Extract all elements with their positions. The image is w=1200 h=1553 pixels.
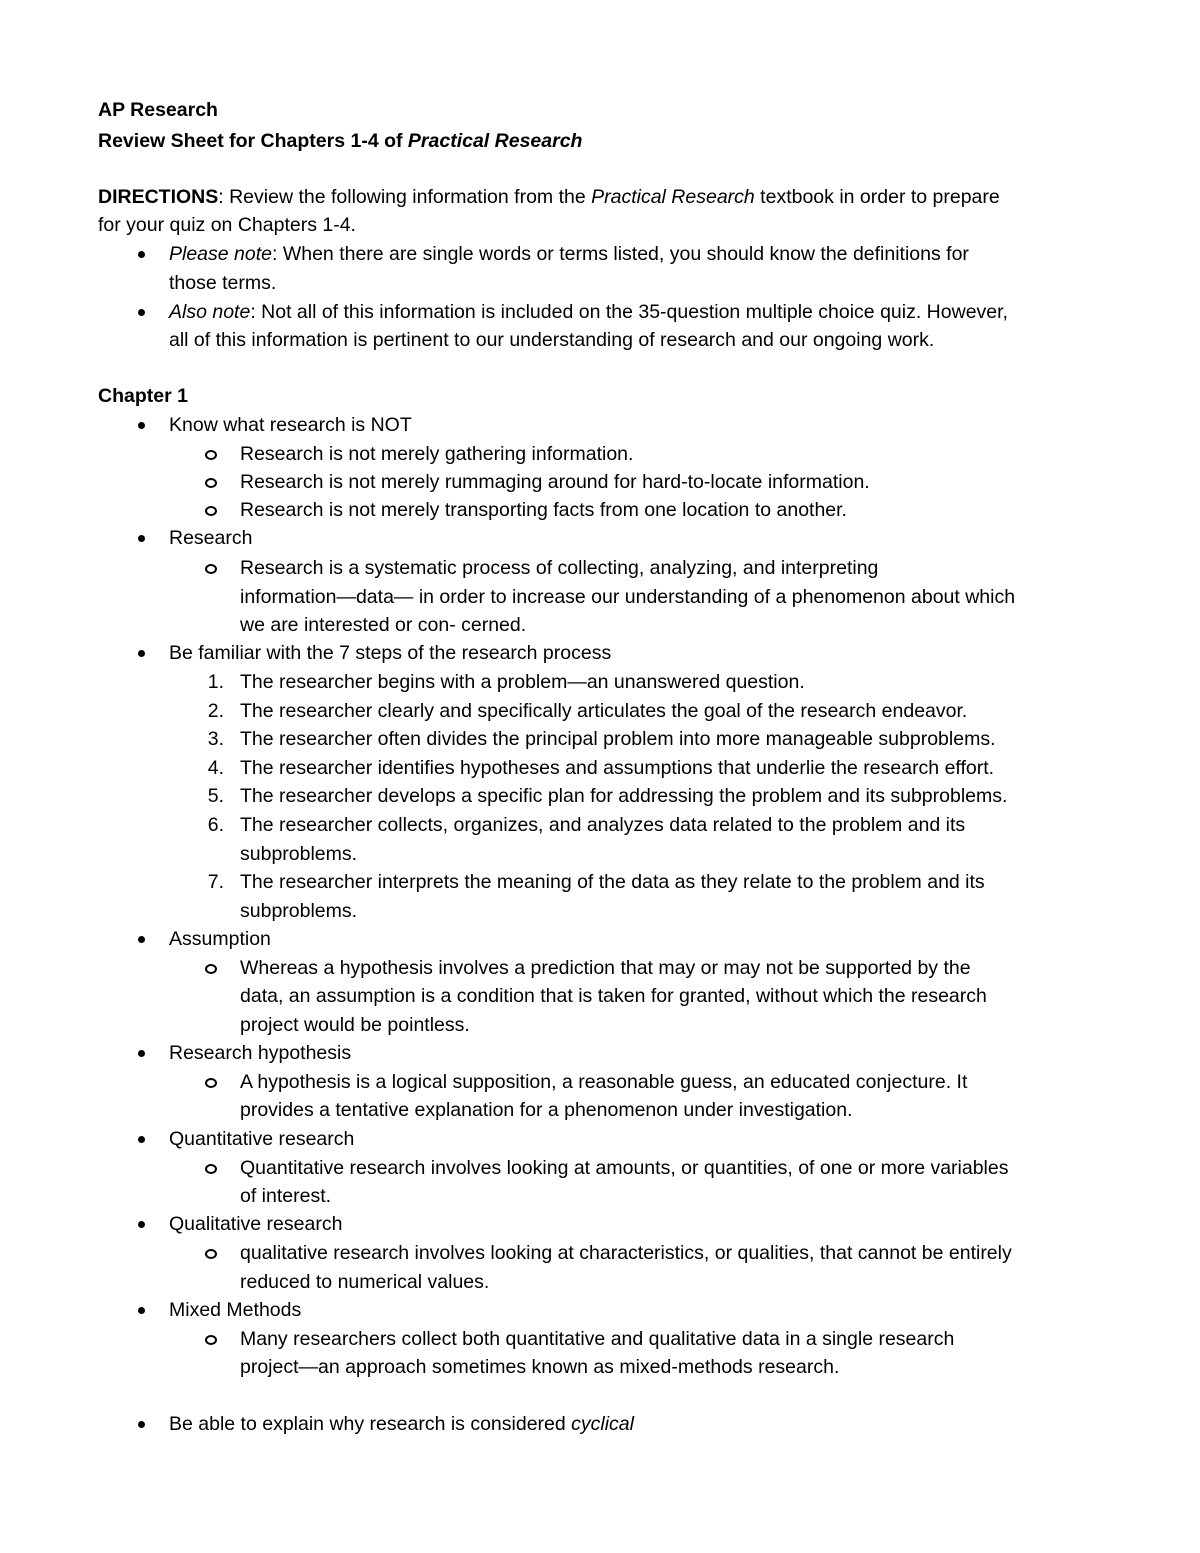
directions-text-b: textbook in order to prepare (754, 186, 1000, 208)
not-item: Research is not merely gathering information. (240, 443, 634, 465)
bullet-icon (138, 936, 145, 943)
assumption-def-line: project would be pointless. (240, 1014, 470, 1036)
step-number: 2. (207, 700, 224, 722)
sheet-subtitle (98, 127, 582, 155)
hypothesis-def-line: provides a tentative explanation for a phenomenon under investigation. (240, 1099, 853, 1121)
research-def-line: information—data— in order to increase our understanding of a phenomenon about which (240, 586, 1016, 608)
step-text: The researcher interprets the meaning of the data as they relate to the problem and its (240, 871, 985, 893)
cyclical-item (169, 1410, 634, 1438)
not-item: Research is not merely transporting facts from one location to another. (240, 499, 847, 521)
quant-def-line: Quantitative research involves looking at amounts, or quantities, of one or more variables (240, 1157, 1009, 1179)
sub-bullet-icon (205, 964, 217, 974)
bullet-icon (138, 1050, 145, 1057)
assumption-def-line: Whereas a hypothesis involves a prediction that may or may not be supported by the (240, 957, 971, 979)
bullet-icon (138, 1136, 145, 1143)
quant-def-line: of interest. (240, 1185, 332, 1207)
not-item: Research is not merely rummaging around for hard-to-locate information. (240, 471, 870, 493)
directions-book: Practical Research (591, 186, 755, 208)
bullet-icon (138, 309, 145, 316)
steps-heading: Be familiar with the 7 steps of the research process (169, 642, 612, 664)
directions-text-a: : Review the following information from the (218, 186, 592, 208)
chapter-1-heading: Chapter 1 (98, 385, 188, 407)
quant-term: Quantitative research (169, 1128, 355, 1150)
note-1-line-2: those terms. (169, 272, 277, 294)
step-number: 7. (207, 871, 224, 893)
not-heading: Know what research is NOT (169, 414, 412, 436)
note-2-line-2: all of this information is pertinent to our understanding of research and our ongoing work. (169, 329, 935, 351)
step-number: 6. (207, 814, 224, 836)
step-text-cont: subproblems. (240, 843, 358, 865)
cyclical-text: Be able to explain why research is considered (169, 1413, 572, 1435)
research-term: Research (169, 527, 253, 549)
step-number: 4. (207, 757, 224, 779)
note-1-lead: Please note (169, 243, 272, 265)
step-text-cont: subproblems. (240, 900, 358, 922)
assumption-term: Assumption (169, 928, 271, 950)
sub-bullet-icon (205, 506, 217, 516)
directions-line-2: for your quiz on Chapters 1-4. (98, 214, 356, 236)
step-number: 3. (207, 728, 224, 750)
note-2-line-1 (169, 298, 1008, 326)
bullet-icon (138, 535, 145, 542)
sub-bullet-icon (205, 450, 217, 460)
directions-label: DIRECTIONS (98, 186, 219, 208)
step-text: The researcher often divides the principal problem into more manageable subproblems. (240, 728, 996, 750)
bullet-icon (138, 251, 145, 258)
directions-line-1 (98, 183, 1000, 211)
step-text: The researcher begins with a problem—an unanswered question. (240, 671, 805, 693)
hypothesis-term: Research hypothesis (169, 1042, 352, 1064)
note-1-text: : When there are single words or terms listed, you should know the definitions for (272, 243, 969, 265)
assumption-def-line: data, an assumption is a condition that is taken for granted, without which the research (240, 985, 987, 1007)
step-number: 5. (207, 785, 224, 807)
step-text: The researcher clearly and specifically articulates the goal of the research endeavor. (240, 700, 968, 722)
bullet-icon (138, 1221, 145, 1228)
qual-term: Qualitative research (169, 1213, 343, 1235)
subtitle-book: Practical Research (407, 130, 583, 152)
sub-bullet-icon (205, 1164, 217, 1174)
subtitle-prefix: Review Sheet for Chapters 1-4 of (98, 130, 408, 152)
sub-bullet-icon (205, 564, 217, 574)
research-def-line: Research is a systematic process of collecting, analyzing, and interpreting (240, 557, 879, 579)
step-text: The researcher develops a specific plan for addressing the problem and its subproblems. (240, 785, 1008, 807)
qual-def-line: qualitative research involves looking at characteristics, or qualities, that cannot be entirely (240, 1242, 1012, 1264)
step-number: 1. (207, 671, 224, 693)
note-2-lead: Also note (169, 301, 251, 323)
hypothesis-def-line: A hypothesis is a logical supposition, a reasonable guess, an educated conjecture. It (240, 1071, 968, 1093)
bullet-icon (138, 1307, 145, 1314)
mixed-term: Mixed Methods (169, 1299, 302, 1321)
sub-bullet-icon (205, 1078, 217, 1088)
qual-def-line: reduced to numerical values. (240, 1271, 490, 1293)
bullet-icon (138, 650, 145, 657)
sub-bullet-icon (205, 1249, 217, 1259)
research-def-line: we are interested or con- cerned. (240, 614, 527, 636)
cyclical-word: cyclical (571, 1413, 634, 1435)
note-1-line-1 (169, 240, 969, 268)
course-title: AP Research (98, 99, 218, 121)
step-text: The researcher collects, organizes, and analyzes data related to the problem and its (240, 814, 966, 836)
mixed-def-line: project—an approach sometimes known as mixed-methods research. (240, 1356, 840, 1378)
step-text: The researcher identifies hypotheses and assumptions that underlie the research effort. (240, 757, 995, 779)
note-2-text: : Not all of this information is included on the 35-question multiple choice quiz. However, (250, 301, 1008, 323)
bullet-icon (138, 1421, 145, 1428)
bullet-icon (138, 422, 145, 429)
mixed-def-line: Many researchers collect both quantitative and qualitative data in a single research (240, 1328, 955, 1350)
sub-bullet-icon (205, 1335, 217, 1345)
sub-bullet-icon (205, 478, 217, 488)
